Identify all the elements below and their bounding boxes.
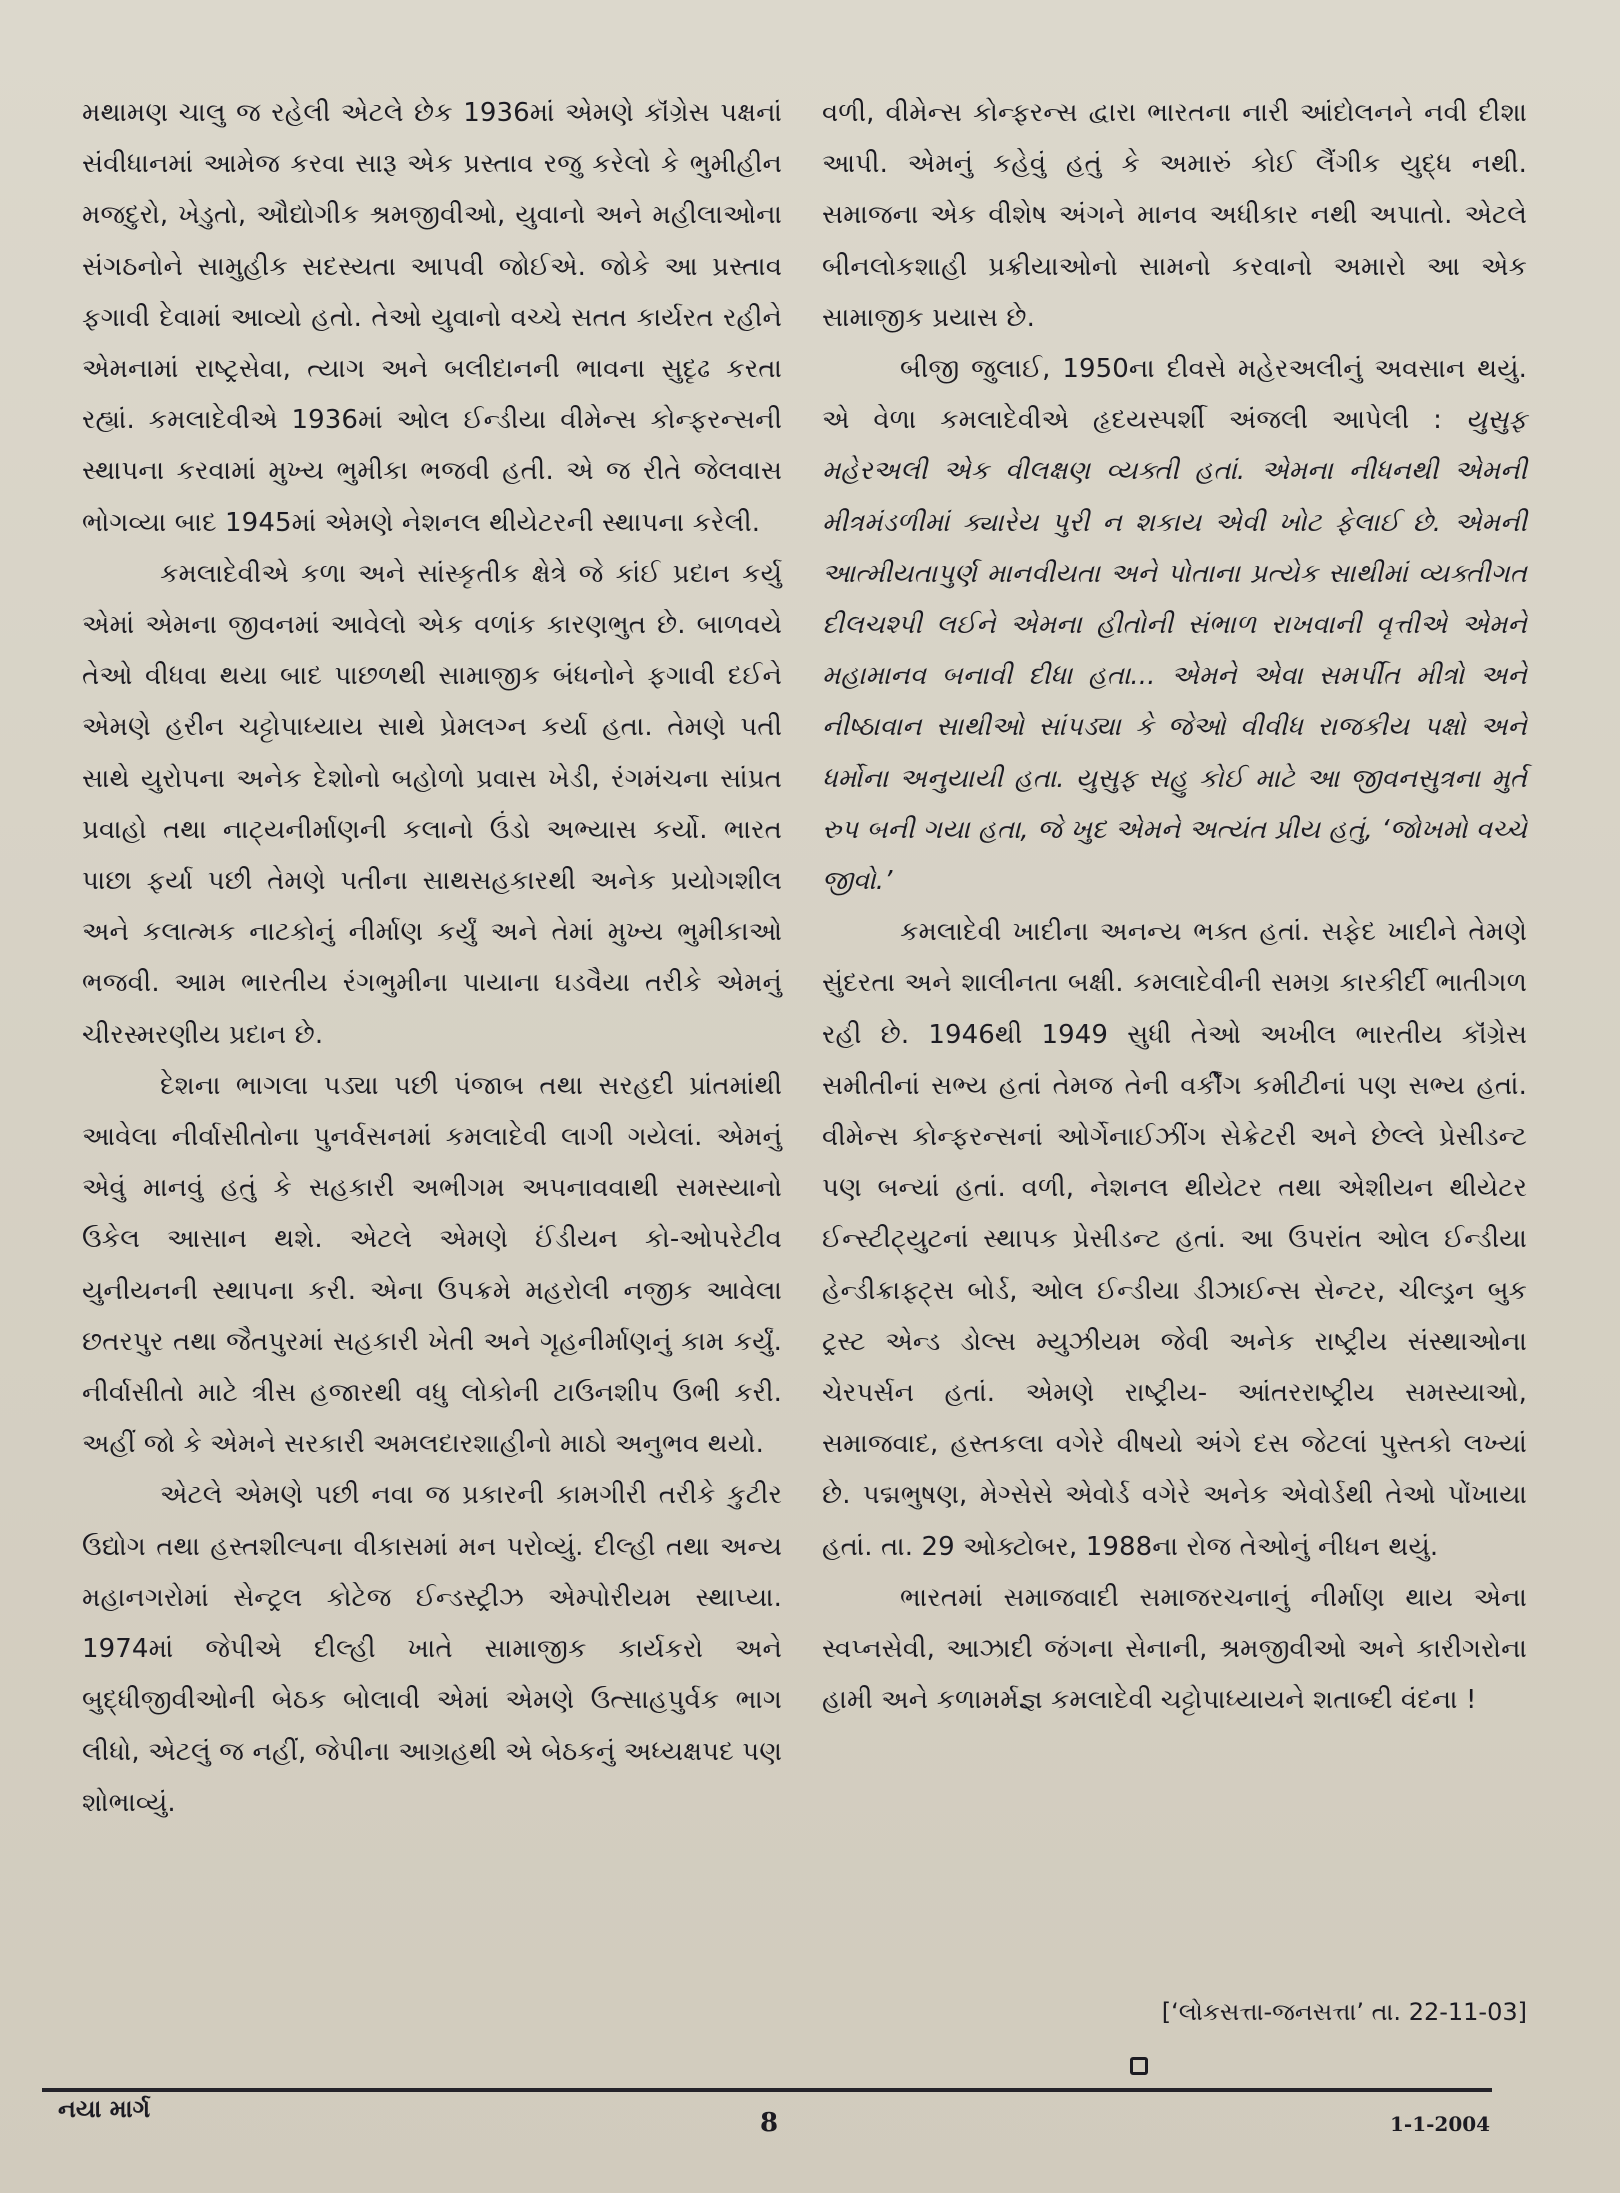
right-paragraph-4: ભારતમાં સમાજવાદી સમાજરચનાનું નીર્માણ થાય એના સ્વપ્નસેવી, આઝાદી જંગના સેનાની, શ્રમજીવીઓ અને કારીગરોના હામી અને કળામર્મજ્ઞ કમલાદેવી ચટ્ટોપાધ્યાયને શતાબ્દી વંદના ! (822, 1582, 1527, 1716)
source-citation: [‘લોકસત્તા-જનસત્તા’ તા. 22-11-03] (1161, 1998, 1527, 2026)
left-paragraph-3: દેશના ભાગલા પડ્યા પછી પંજાબ તથા સરહદી પ્રાંતમાંથી આવેલા નીર્વાસીતોના પુનર્વસનમાં કમલાદેવી લાગી ગયેલાં. એમનું એવું માનવું હતું કે સહકારી અભીગમ અપનાવવાથી સમસ્યાનો ઉકેલ આસાન થશે. એટલે એમણે ઈંડીયન કો-ઓપરેટીવ યુનીયનની સ્થાપના કરી. એના ઉપક્રમે મહરોલી નજીક આવેલા છતરપુર તથા જૈતપુરમાં સહકારી ખેતી અને ગૃહનીર્માણનું કામ કર્યું. નીર્વાસીતો માટે ત્રીસ હજારથી વધુ લોકોની ટાઉનશીપ ઉભી કરી. અહીં જો કે એમને સરકારી અમલદારશાહીનો માઠો અનુભવ થયો. (82, 1070, 782, 1460)
tribute-lead: બીજી જુલાઈ, 1950ના દીવસે મહેરઅલીનું અવસાન થયું. એ વેળા કમલાદેવીએ હૃદયસ્પર્શી અંજલી આપેલી : (822, 354, 1527, 436)
footer-divider (42, 2088, 1492, 2092)
tribute-quote: યુસુફ મહેરઅલી એક વીલક્ષણ વ્યક્તી હતાં. એમના નીધનથી એમની મીત્રમંડળીમાં ક્યારેય પુરી ન શકાય એવી ખોટ ફેલાઈ છે. એમની આત્મીયતાપુર્ણ માનવીયતા અને પોતાના પ્રત્યેક સાથીમાં વ્યક્તીગત દીલચશ્પી લઈને એમના હીતોની સંભાળ રાખવાની વૃત્તીએ એમને મહામાનવ બનાવી દીધા હતા... એમને એવા સમર્પીત મીત્રો અને નીષ્ઠાવાન સાથીઓ સાંપડ્યા કે જેઓ વીવીધ રાજકીય પક્ષો અને ધર્મોના અનુયાયી હતા. યુસુફ સહુ કોઈ માટે આ જીવનસુત્રના મુર્ત રુપ બની ગયા હતા, જે ખુદ એમને અત્યંત પ્રીય હતું, ‘જોખમો વચ્ચે જીવો.’ (822, 405, 1527, 897)
page-number: 8 (760, 2108, 779, 2138)
left-column (82, 88, 782, 1829)
issue-date: 1-1-2004 (1390, 2112, 1491, 2136)
magazine-name: નયા માર્ગ (58, 2095, 151, 2123)
left-paragraph-4: એટલે એમણે પછી નવા જ પ્રકારની કામગીરી તરીકે કુટીર ઉદ્યોગ તથા હસ્તશીલ્પના વીકાસમાં મન પરોવ્યું. દીલ્હી તથા અન્ય મહાનગરોમાં સેન્ટ્રલ કોટેજ ઈન્ડસ્ટ્રીઝ એમ્પોરીયમ સ્થાપ્યા. 1974માં જેપીએ દીલ્હી ખાતે સામાજીક કાર્યકરો અને બુદ્ધીજીવીઓની બેઠક બોલાવી એમાં એમણે ઉત્સાહપુર્વક ભાગ લીધો, એટલું જ નહીં, જેપીના આગ્રહથી એ બેઠકનું અધ્યક્ષપદ પણ શોભાવ્યું. (82, 1480, 782, 1818)
end-of-article-square-icon (1130, 2057, 1148, 2075)
right-paragraph-2 (822, 344, 1527, 907)
right-paragraph-3: કમલાદેવી ખાદીના અનન્ય ભક્ત હતાં. સફેદ ખાદીને તેમણે સુંદરતા અને શાલીનતા બક્ષી. કમલાદેવીની સમગ્ર કારકીર્દી ભાતીગળ રહી છે. 1946થી 1949 સુધી તેઓ અખીલ ભારતીય કૉંગ્રેસ સમીતીનાં સભ્ય હતાં તેમજ તેની વર્કીંગ કમીટીનાં પણ સભ્ય હતાં. વીમેન્સ કોન્ફરન્સનાં ઓર્ગેનાઈઝીંગ સેક્રેટરી અને છેલ્લે પ્રેસીડન્ટ પણ બન્યાં હતાં. વળી, નેશનલ થીયેટર તથા એશીયન થીયેટર ઈન્સ્ટીટ્યુટનાં સ્થાપક પ્રેસીડન્ટ હતાં. આ ઉપરાંત ઓલ ઈન્ડીયા હેન્ડીક્રાફ્ટ્સ બોર્ડ, ઓલ ઈન્ડીયા ડીઝાઈન્સ સેન્ટર, ચીલ્ડ્રન બુક ટ્રસ્ટ એન્ડ ડોલ્સ મ્યુઝીયમ જેવી અનેક રાષ્ટ્રીય સંસ્થાઓના ચેરપર્સન હતાં. એમણે રાષ્ટ્રીય- આંતરરાષ્ટ્રીય સમસ્યાઓ, સમાજવાદ, હસ્તકલા વગેરે વીષયો અંગે દસ જેટલાં પુસ્તકો લખ્યાં છે. પદ્મભુષણ, મેગ્સેસે એવોર્ડ વગેરે અનેક એવોર્ડથી તેઓ પોંખાયા હતાં. તા. 29 ઓક્ટોબર, 1988ના રોજ તેઓનું નીધન થયું. (822, 917, 1527, 1562)
right-column (822, 88, 1527, 1727)
left-paragraph-2: કમલાદેવીએ કળા અને સાંસ્કૃતીક ક્ષેત્રે જે કાંઈ પ્રદાન કર્યુ એમાં એમના જીવનમાં આવેલો એક વળાંક કારણભુત છે. બાળવયે તેઓ વીધવા થયા બાદ પાછળથી સામાજીક બંધનોને ફગાવી દઈને એમણે હરીન ચટ્ટોપાધ્યાય સાથે પ્રેમલગ્ન કર્યા હતા. તેમણે પતી સાથે યુરોપના અનેક દેશોનો બહોળો પ્રવાસ ખેડી, રંગમંચના સાંપ્રત પ્રવાહો તથા નાટ્યનીર્માણની કલાનો ઉંડો અભ્યાસ કર્યો. ભારત પાછા ફર્યા પછી તેમણે પતીના સાથસહકારથી અનેક પ્રયોગશીલ અને કલાત્મક નાટકોનું નીર્માણ કર્યું અને તેમાં મુખ્ય ભુમીકાઓ ભજવી. આમ ભારતીય રંગભુમીના પાયાના ઘડવૈયા તરીકે એમનું ચીરસ્મરણીય પ્રદાન છે. (82, 558, 782, 1050)
right-paragraph-1: વળી, વીમેન્સ કોન્ફરન્સ દ્વારા ભારતના નારી આંદોલનને નવી દીશા આપી. એમનું કહેવું હતું કે અમારું કોઈ લૈંગીક યુદ્ધ નથી. સમાજના એક વીશેષ અંગને માનવ અધીકાર નથી અપાતો. એટલે બીનલોકશાહી પ્રક્રીયાઓનો સામનો કરવાનો અમારો આ એક સામાજીક પ્રયાસ છે. (822, 98, 1527, 333)
left-paragraph-1: મથામણ ચાલુ જ રહેલી એટલે છેક 1936માં એમણે કૉંગ્રેસ પક્ષનાં સંવીધાનમાં આમેજ કરવા સારૂ એક પ્રસ્તાવ રજુ કરેલો કે ભુમીહીન મજદુરો, ખેડુતો, ઔદ્યોગીક શ્રમજીવીઓ, યુવાનો અને મહીલાઓના સંગઠનોને સામુહીક સદસ્યતા આપવી જોઈએ. જોકે આ પ્રસ્તાવ ફગાવી દેવામાં આવ્યો હતો. તેઓ યુવાનો વચ્ચે સતત કાર્યરત રહીને એમનામાં રાષ્ટ્રસેવા, ત્યાગ અને બલીદાનની ભાવના સુદૃઢ કરતા રહ્યાં. કમલાદેવીએ 1936માં ઓલ ઈન્ડીયા વીમેન્સ કોન્ફરન્સની સ્થાપના કરવામાં મુખ્ય ભુમીકા ભજવી હતી. એ જ રીતે જેલવાસ ભોગવ્યા બાદ 1945માં એમણે નેશનલ થીયેટરની સ્થાપના કરેલી. (82, 98, 782, 538)
